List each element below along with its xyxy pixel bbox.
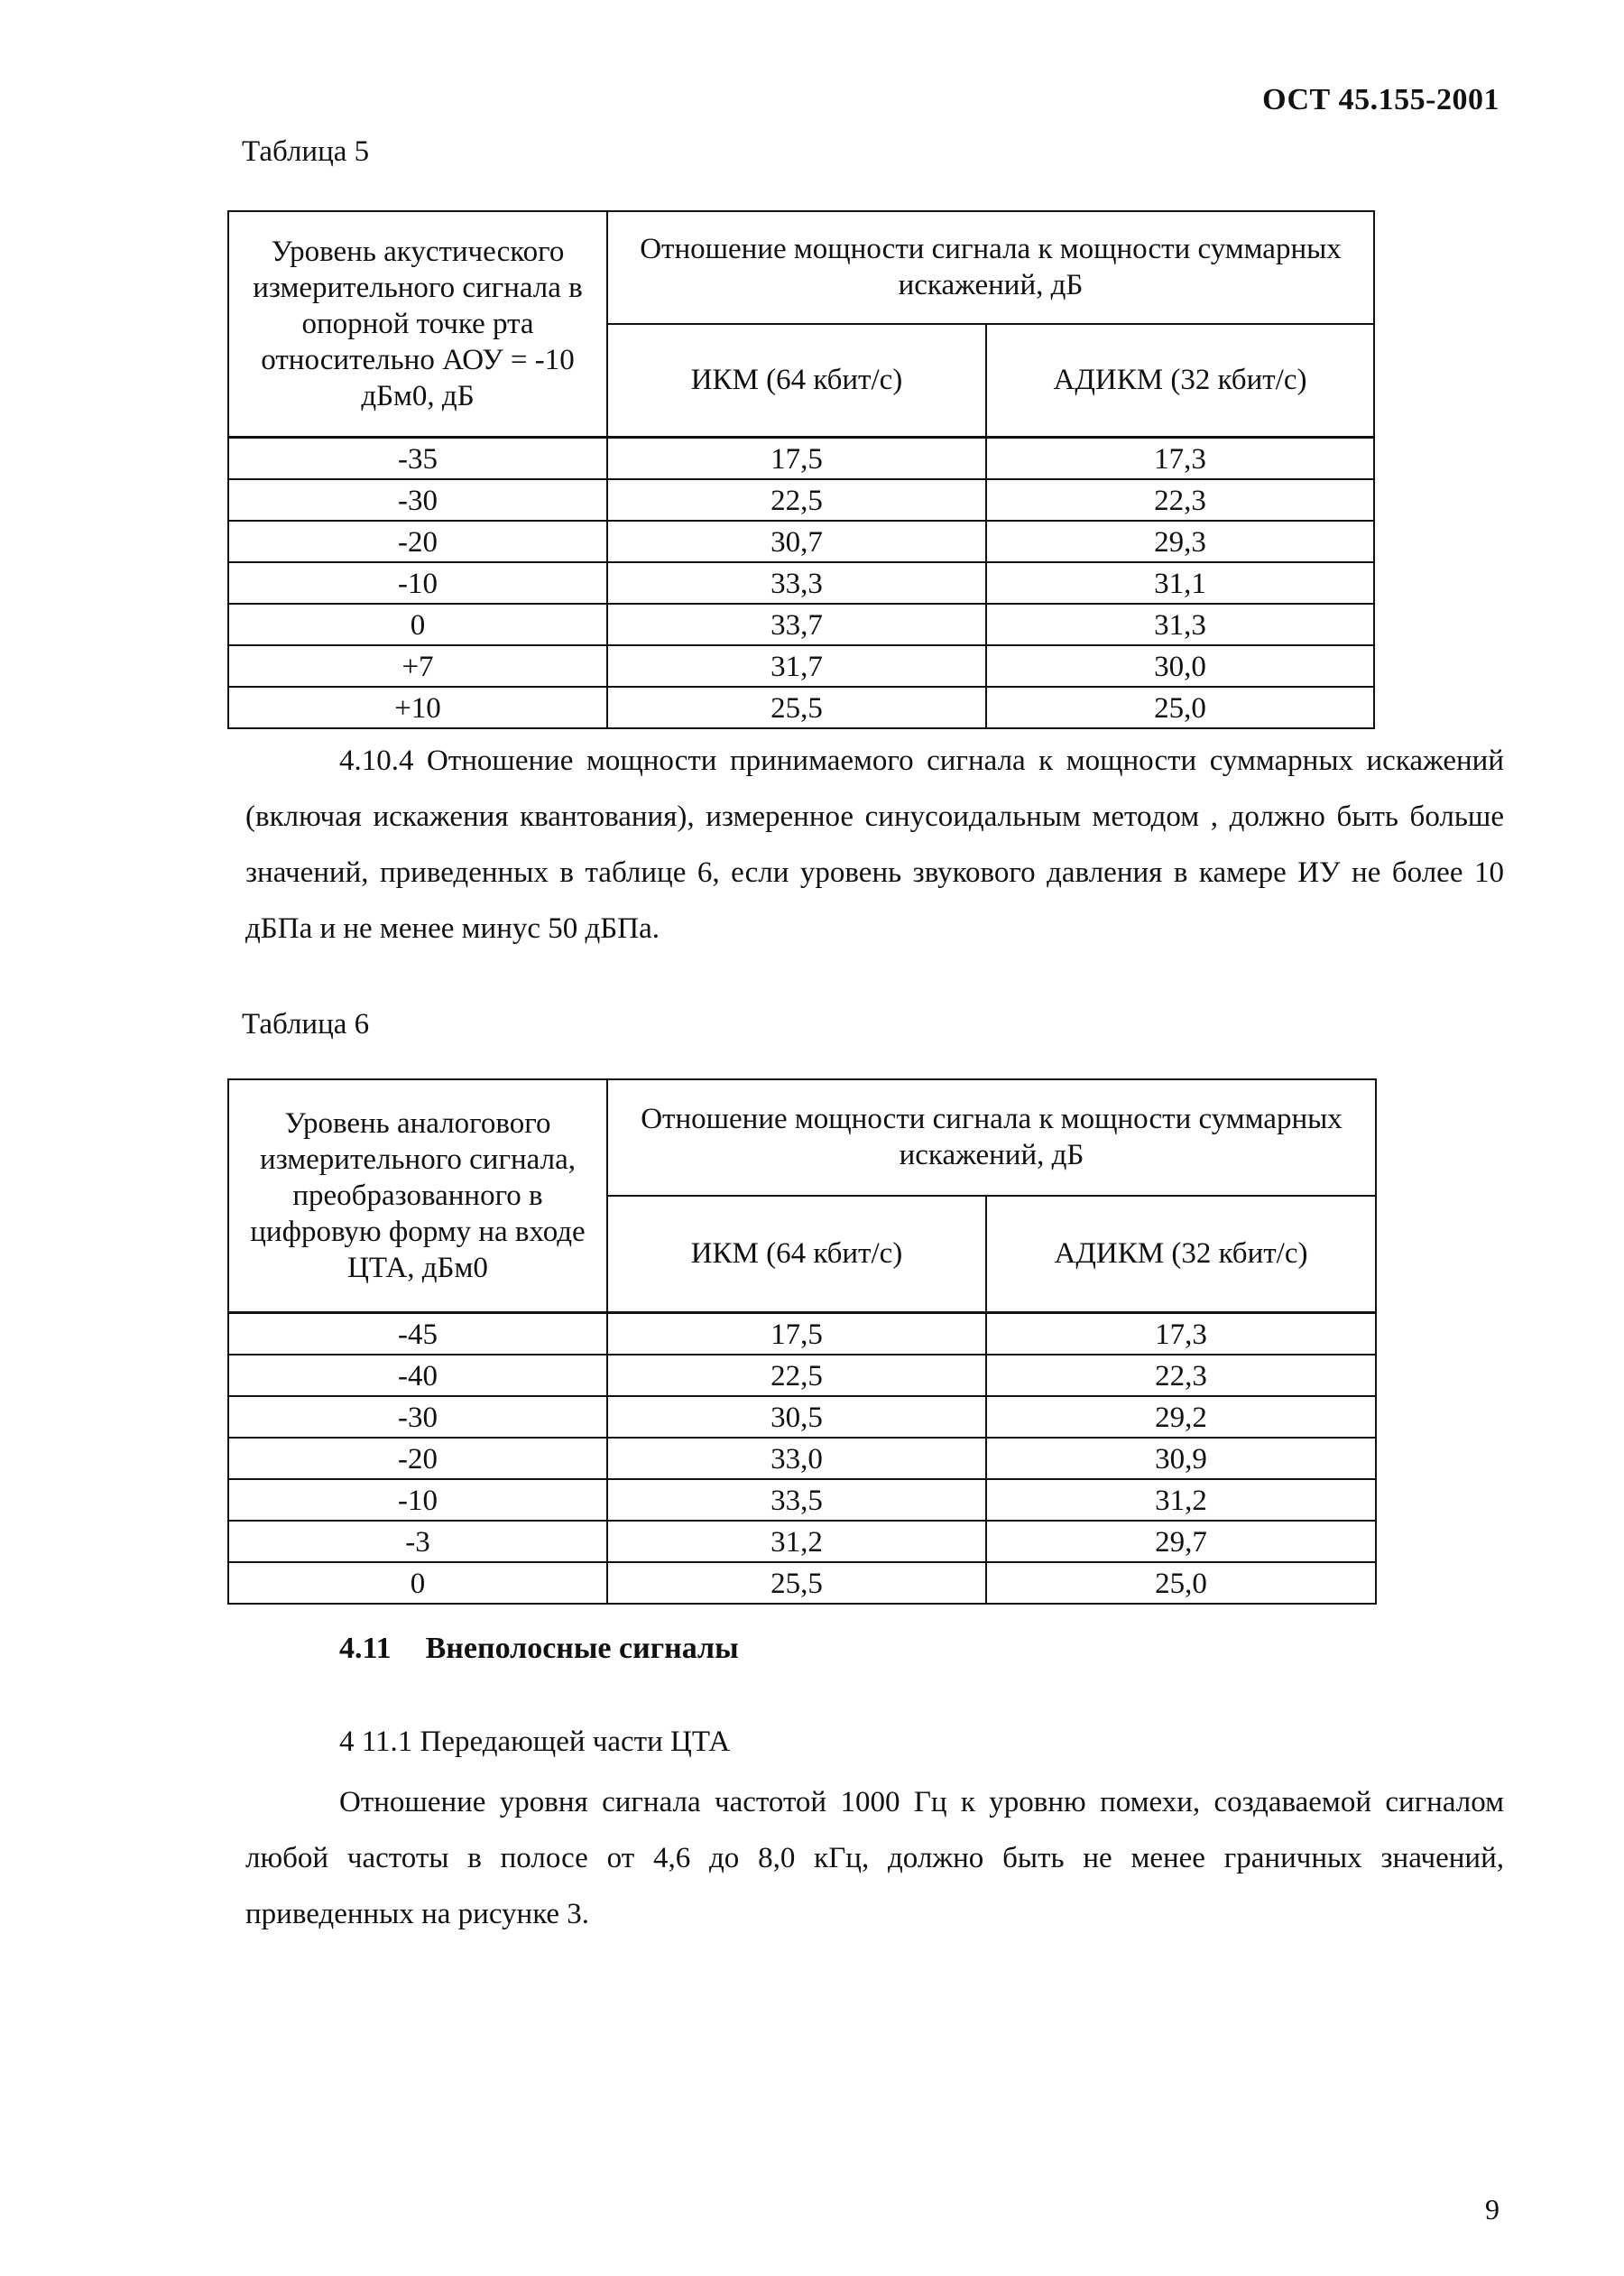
level-cell: -10 [228, 562, 607, 604]
table-row [228, 1313, 1376, 1355]
ikm-cell: 31,2 [607, 1521, 986, 1562]
table5-col2-header: ИКМ (64 кбит/с) [607, 324, 986, 438]
ikm-cell: 17,5 [607, 438, 986, 480]
ikm-cell: 17,5 [607, 1313, 986, 1355]
level-cell: -20 [228, 521, 607, 562]
level-cell: -35 [228, 438, 607, 480]
table-row [228, 562, 1374, 604]
adikm-cell: 25,0 [986, 1562, 1376, 1604]
table6-col3-header: АДИКМ (32 кбит/с) [986, 1196, 1376, 1313]
table-row [228, 1438, 1376, 1479]
ikm-cell: 22,5 [607, 479, 986, 521]
section-number: 4.11 [339, 1632, 392, 1665]
section-title: Внеполосные сигналы [425, 1632, 739, 1665]
subsection-4-11-1-heading: 4 11.1 Передающей части ЦТА [339, 1726, 731, 1758]
adikm-cell: 29,7 [986, 1521, 1376, 1562]
level-cell: -45 [228, 1313, 607, 1355]
table6-col1-header: Уровень аналогового измерительного сигнала, преобразованного в цифровую форму на входе ЦТА, дБм0 [228, 1079, 607, 1313]
table5 [227, 210, 1375, 729]
table-row [228, 1521, 1376, 1562]
paragraph-4-10-4 [245, 733, 1504, 957]
table-row [228, 479, 1374, 521]
level-cell: +7 [228, 645, 607, 687]
table-row [228, 687, 1374, 728]
level-cell: 0 [228, 1562, 607, 1604]
adikm-cell: 17,3 [986, 1313, 1376, 1355]
adikm-cell: 31,2 [986, 1479, 1376, 1521]
level-cell: -40 [228, 1355, 607, 1396]
table-row [228, 438, 1374, 480]
ikm-cell: 33,0 [607, 1438, 986, 1479]
adikm-cell: 31,3 [986, 604, 1374, 645]
table5-caption: Таблица 5 [242, 135, 370, 168]
table5-group-header: Отношение мощности сигнала к мощности суммарных искажений, дБ [607, 211, 1374, 324]
table5-col3-header: АДИКМ (32 кбит/с) [986, 324, 1374, 438]
level-cell: 0 [228, 604, 607, 645]
ikm-cell: 30,5 [607, 1396, 986, 1438]
table-row [228, 521, 1374, 562]
adikm-cell: 25,0 [986, 687, 1374, 728]
table-row [228, 604, 1374, 645]
level-cell: -30 [228, 479, 607, 521]
adikm-cell: 31,1 [986, 562, 1374, 604]
table-row [228, 1355, 1376, 1396]
adikm-cell: 17,3 [986, 438, 1374, 480]
level-cell: -3 [228, 1521, 607, 1562]
document-code: ОСТ 45.155-2001 [1262, 83, 1499, 116]
paragraph-4-10-4-text: 4.10.4 Отношение мощности принимаемого сигнала к мощности суммарных искажений (включая искажения квантования), измеренное синусоидальным методом , должно быть больше значений, приведенных в таблице 6, если уровень звукового давления в камере ИУ не более 10 дБПа и не менее минус 50 дБПа. [245, 745, 1504, 945]
ikm-cell: 31,7 [607, 645, 986, 687]
ikm-cell: 30,7 [607, 521, 986, 562]
section-4-11-heading [339, 1632, 739, 1666]
ikm-cell: 22,5 [607, 1355, 986, 1396]
level-cell: -30 [228, 1396, 607, 1438]
adikm-cell: 30,0 [986, 645, 1374, 687]
adikm-cell: 22,3 [986, 479, 1374, 521]
adikm-cell: 30,9 [986, 1438, 1376, 1479]
level-cell: -10 [228, 1479, 607, 1521]
page-number: 9 [1485, 2193, 1499, 2225]
table-row [228, 1396, 1376, 1438]
level-cell: +10 [228, 687, 607, 728]
ikm-cell: 33,7 [607, 604, 986, 645]
ikm-cell: 33,5 [607, 1479, 986, 1521]
ikm-cell: 33,3 [607, 562, 986, 604]
table-row [228, 1479, 1376, 1521]
table5-col1-header: Уровень акустического измерительного сигнала в опорной точке рта относительно АОУ = -10 дБм0, дБ [228, 211, 607, 438]
table6 [227, 1078, 1377, 1605]
paragraph-4-11-1-text: Отношение уровня сигнала частотой 1000 Гц к уровню помехи, создаваемой сигналом любой частоты в полосе от 4,6 до 8,0 кГц, должно быть не менее граничных значений, приведенных на рисунке 3. [245, 1786, 1504, 1930]
level-cell: -20 [228, 1438, 607, 1479]
ikm-cell: 25,5 [607, 1562, 986, 1604]
ikm-cell: 25,5 [607, 687, 986, 728]
table6-group-header: Отношение мощности сигнала к мощности суммарных искажений, дБ [607, 1079, 1376, 1196]
table6-caption: Таблица 6 [242, 1008, 370, 1041]
adikm-cell: 29,3 [986, 521, 1374, 562]
paragraph-4-11-1 [245, 1774, 1504, 1942]
adikm-cell: 29,2 [986, 1396, 1376, 1438]
table-row [228, 645, 1374, 687]
table6-col2-header: ИКМ (64 кбит/с) [607, 1196, 986, 1313]
adikm-cell: 22,3 [986, 1355, 1376, 1396]
table-row [228, 1562, 1376, 1604]
